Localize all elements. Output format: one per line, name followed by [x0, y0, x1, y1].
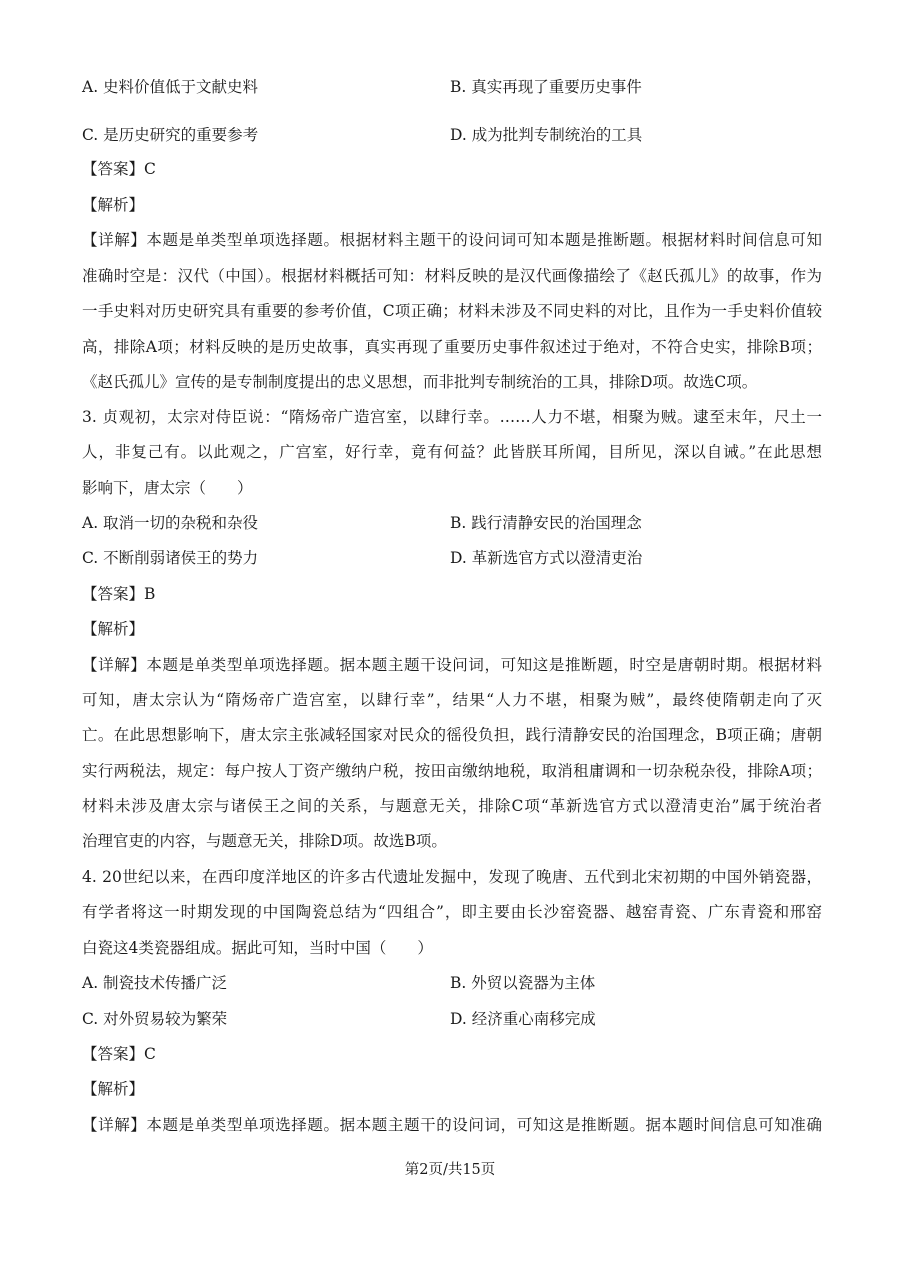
q3-detail-line: 可知，唐太宗认为“隋炀帝广造宫室，以肆行幸”，结果“人力不堪，相聚为贼”，最终使隋朝走向了灭	[82, 691, 822, 709]
q2-analysis-label: 【解析】	[82, 196, 145, 214]
q2-option-c: C. 是历史研究的重要参考	[82, 126, 259, 144]
page-footer: 第2页/共15页	[404, 1162, 496, 1178]
q3-detail-line: 材料未涉及唐太宗与诸侯王之间的关系，与题意无关，排除C项“革新选官方式以澄清吏治”属于统治者	[82, 797, 822, 815]
q3-stem-line: 影响下，唐太宗（ ）	[82, 479, 253, 497]
q2-detail-line: 高，排除A项；材料反映的是历史故事，真实再现了重要历史事件叙述过于绝对，不符合史实，排除B项；	[82, 338, 822, 356]
q3-analysis-label: 【解析】	[82, 620, 145, 638]
q2-option-b: B. 真实再现了重要历史事件	[450, 78, 642, 96]
q4-analysis-label: 【解析】	[82, 1080, 145, 1098]
q3-stem-line: 3. 贞观初，太宗对侍臣说：“隋炀帝广造宫室，以肆行幸。……人力不堪，相聚为贼。逮至末年，尺土一	[82, 408, 822, 426]
q4-stem-line: 有学者将这一时期发现的中国陶瓷总结为“四组合”，即主要由长沙窑瓷器、越窑青瓷、广东青瓷和邢窑	[82, 903, 822, 921]
q3-detail-line: 治理官吏的内容，与题意无关，排除D项。故选B项。	[82, 832, 447, 850]
q3-stem-line: 人，非复己有。以此观之，广宫室，好行幸，竟有何益？此皆朕耳所闻，目所见，深以自诫。”在此思想	[82, 443, 822, 461]
q4-option-d: D. 经济重心南移完成	[450, 1010, 596, 1028]
q3-option-c: C. 不断削弱诸侯王的势力	[82, 549, 259, 567]
q3-detail-line: 实行两税法，规定：每户按人丁资产缴纳户税，按田亩缴纳地税，取消租庸调和一切杂税杂役，排除A项；	[82, 762, 822, 780]
q2-answer: 【答案】C	[82, 160, 156, 178]
q2-detail-line: 【详解】本题是单类型单项选择题。根据材料主题干的设问词可知本题是推断题。根据材料时间信息可知	[82, 231, 822, 249]
q2-option-d: D. 成为批判专制统治的工具	[450, 126, 643, 144]
q2-option-a: A. 史料价值低于文献史料	[82, 78, 259, 96]
q4-option-a: A. 制瓷技术传播广泛	[82, 974, 228, 992]
q3-detail-line: 【详解】本题是单类型单项选择题。据本题主题干设问词，可知这是推断题，时空是唐朝时期。根据材料	[82, 656, 822, 674]
q4-stem-line: 白瓷这4类瓷器组成。据此可知，当时中国（ ）	[82, 939, 433, 957]
q3-option-b: B. 践行清静安民的治国理念	[450, 514, 642, 532]
q3-option-a: A. 取消一切的杂税和杂役	[82, 514, 259, 532]
q3-answer: 【答案】B	[82, 585, 156, 603]
q4-stem-line: 4. 20世纪以来，在西印度洋地区的许多古代遗址发掘中，发现了晚唐、五代到北宋初期的中国外销瓷器，	[82, 868, 822, 886]
q2-detail-line: 准确时空是：汉代（中国）。根据材料概括可知：材料反映的是汉代画像描绘了《赵氏孤儿》的故事，作为	[82, 267, 822, 285]
q4-answer: 【答案】C	[82, 1045, 156, 1063]
q4-detail-line: 【详解】本题是单类型单项选择题。据本题主题干的设问词，可知这是推断题。据本题时间信息可知准确	[82, 1116, 822, 1134]
q4-option-c: C. 对外贸易较为繁荣	[82, 1010, 228, 1028]
q3-detail-line: 亡。在此思想影响下，唐太宗主张减轻国家对民众的徭役负担，践行清静安民的治国理念，B项正确；唐朝	[82, 726, 822, 744]
q4-option-b: B. 外贸以瓷器为主体	[450, 974, 596, 992]
q3-option-d: D. 革新选官方式以澄清吏治	[450, 549, 643, 567]
q2-detail-line: 一手史料对历史研究具有重要的参考价值，C项正确；材料未涉及不同史料的对比，且作为一手史料价值较	[82, 302, 822, 320]
q2-detail-line: 《赵氏孤儿》宣传的是专制制度提出的忠义思想，而非批判专制统治的工具，排除D项。故选C项。	[82, 373, 758, 391]
